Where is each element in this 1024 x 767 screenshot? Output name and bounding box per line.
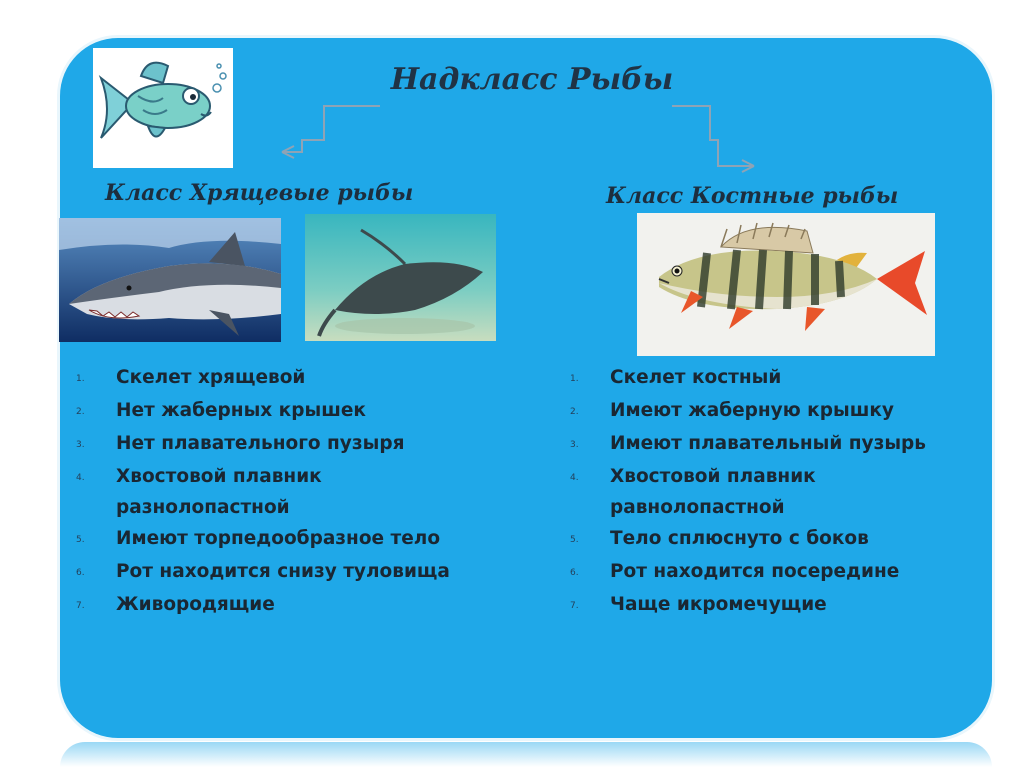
slide-title: Надкласс Рыбы [390,62,674,97]
list-item: 6. Рот находится снизу туловища [76,561,450,582]
list-item: 7. Живородящие [76,594,275,615]
perch-photo [637,213,935,356]
list-item: 4. Хвостовой плавник равнолопастной [570,466,816,518]
arrow-left-icon [272,100,382,170]
list-item: 5. Тело сплюснуто с боков [570,528,869,549]
list-item: 3. Нет плавательного пузыря [76,433,405,454]
bony-features-list [570,362,990,622]
class-title-cartilaginous: Класс Хрящевые рыбы [105,180,414,206]
list-item: 3. Имеют плавательный пузырь [570,433,926,454]
shark-photo [59,218,281,342]
slide-reflection [60,742,992,767]
list-item: 4. Хвостовой плавник разнолопастной [76,466,322,518]
list-item: 1. Скелет костный [570,367,782,388]
class-title-bony: Класс Костные рыбы [606,183,899,209]
list-item: 2. Нет жаберных крышек [76,400,366,421]
arrow-right-icon [670,100,770,180]
list-item: 6. Рот находится посередине [570,561,900,582]
stingray-photo [305,214,496,341]
list-item: 1. Скелет хрящевой [76,367,306,388]
list-item: 2. Имеют жаберную крышку [570,400,894,421]
list-item: 7. Чаще икромечущие [570,594,827,615]
list-item: 5. Имеют торпедообразное тело [76,528,441,549]
cartilaginous-features-list [76,362,516,622]
